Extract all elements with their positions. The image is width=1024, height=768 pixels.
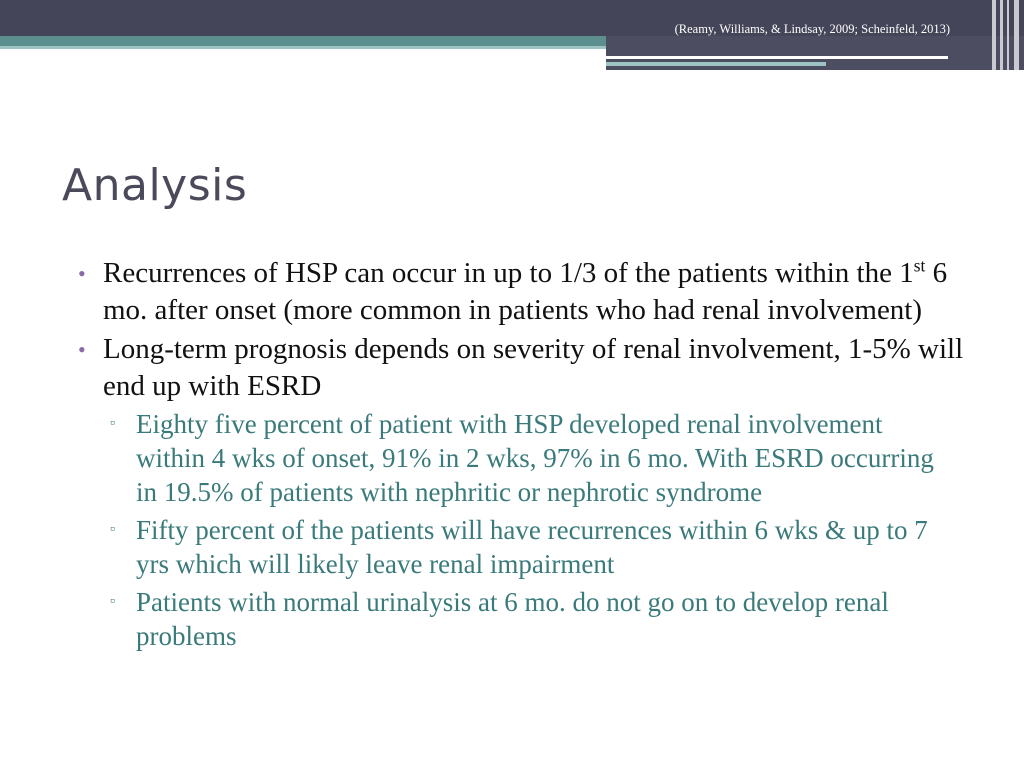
sub-bullet-icon: ▫ (110, 594, 115, 609)
header-teal-line (606, 62, 826, 66)
bullet-item (78, 331, 973, 405)
header-right-panel (606, 36, 1024, 70)
bullet-text-cont: 6 mo. after onset (more common in patients who had renal involvement) (103, 257, 948, 326)
citation: (Reamy, Williams, & Lindsay, 2009; Scheinfeld, 2013) (674, 22, 950, 36)
sub-bullet-icon: ▫ (110, 416, 115, 431)
slide-content (0, 255, 1024, 657)
bullet-text: Long-term prognosis depends on severity of renal involvement, 1-5% will end up with ESRD (103, 333, 964, 402)
sub-bullet-item (110, 585, 956, 653)
sub-bullet-icon: ▫ (110, 522, 115, 537)
superscript: st (913, 255, 926, 276)
decorative-vertical-bars (990, 0, 1024, 70)
sub-bullet-item (110, 513, 956, 581)
sub-bullet-item (110, 407, 956, 509)
sub-bullet-text: Eighty five percent of patient with HSP developed renal involvement within 4 wks of onset, 91% in 2 wks, 97% in 6 mo. With ESRD occurring in 19.5% of patients with nephritic or nephrotic syndrome (136, 409, 934, 507)
header-divider-line (606, 56, 948, 59)
bullet-icon: • (78, 261, 86, 286)
bullet-item (78, 255, 973, 329)
sub-bullet-text: Fifty percent of the patients will have recurrences within 6 wks & up to 7 yrs which will likely leave renal impairment (136, 515, 928, 579)
bullet-icon: • (78, 337, 86, 362)
sub-bullet-text: Patients with normal urinalysis at 6 mo. do not go on to develop renal problems (136, 587, 889, 651)
bullet-text: Recurrences of HSP can occur in up to 1/3 of the patients within the 1 (103, 257, 914, 289)
slide-title: Analysis (62, 160, 248, 211)
